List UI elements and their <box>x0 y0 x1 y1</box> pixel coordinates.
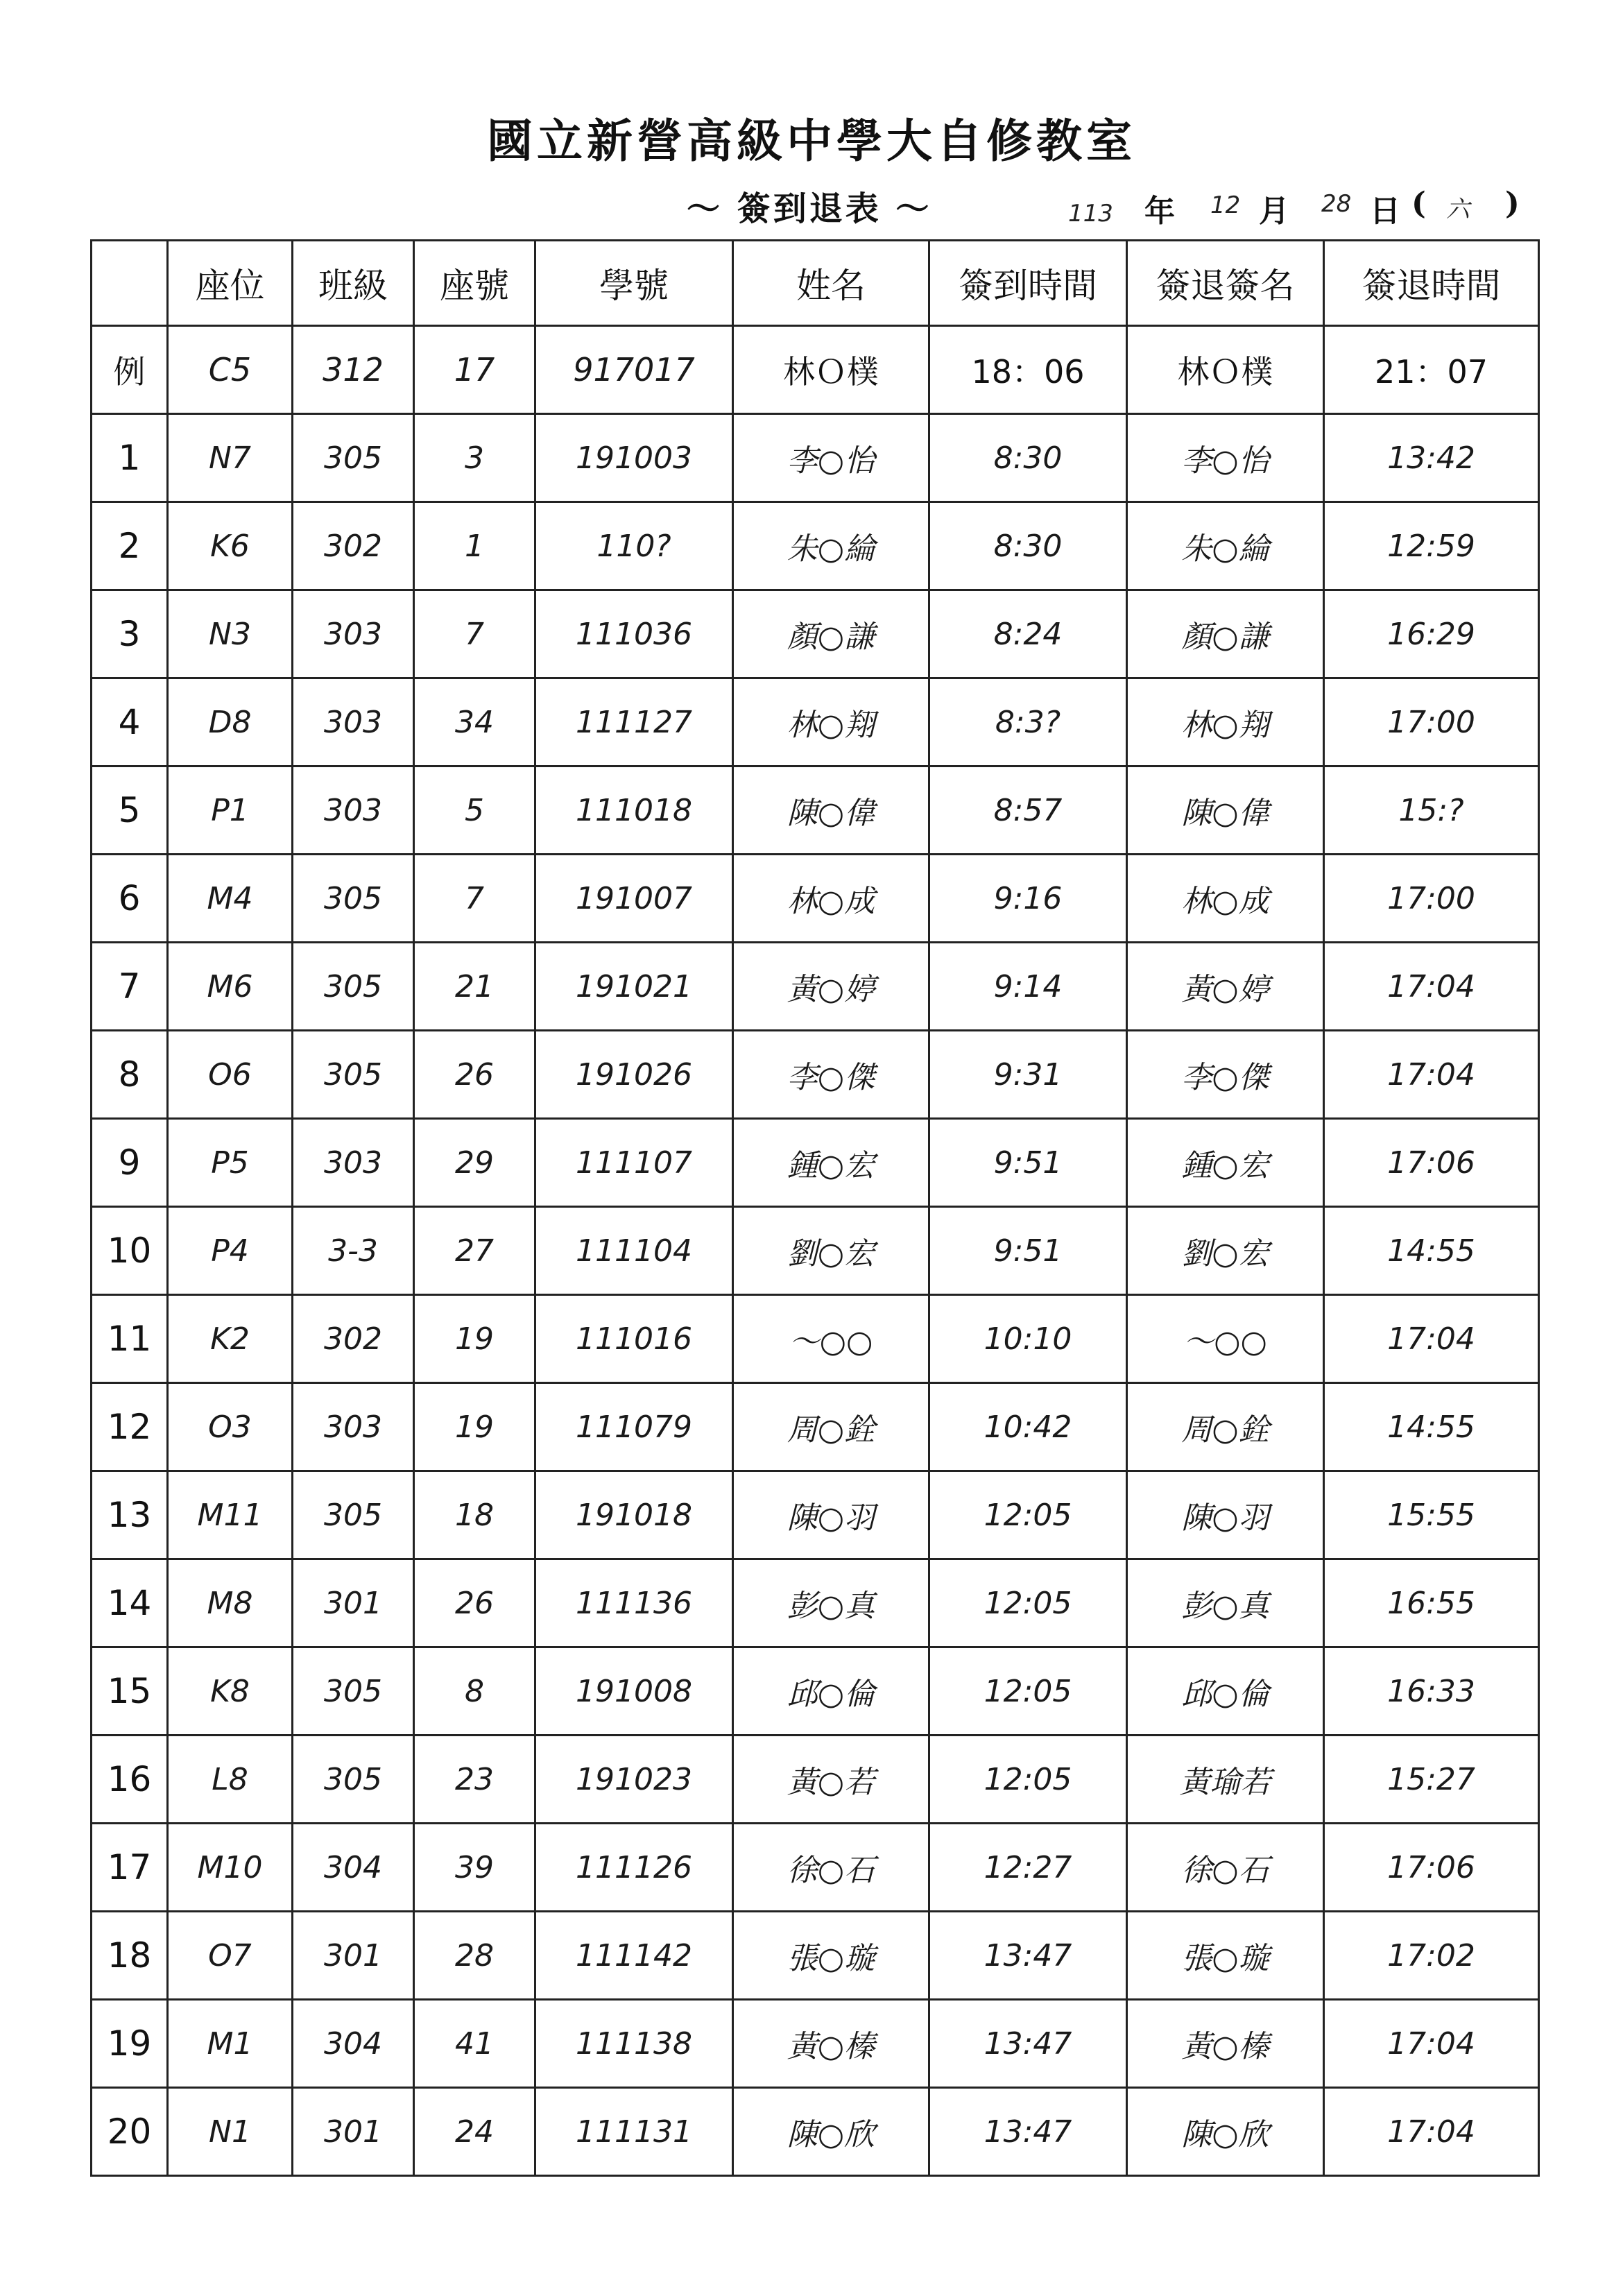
checkout-cell: 17:02 <box>1324 1912 1539 2000</box>
checkout-sign-cell: 林○成 <box>1127 855 1324 943</box>
checkin-cell: 9:14 <box>929 943 1127 1031</box>
class-cell: 301 <box>293 2088 414 2176</box>
number-cell: 23 <box>414 1736 535 1824</box>
seat-cell: M11 <box>168 1471 293 1559</box>
number-cell: 34 <box>414 678 535 766</box>
row-number: 10 <box>92 1207 168 1295</box>
checkout-cell: 16:55 <box>1324 1559 1539 1647</box>
seat-cell: M1 <box>168 2000 293 2088</box>
checkout-cell: 17:04 <box>1324 2088 1539 2176</box>
number-cell: 27 <box>414 1207 535 1295</box>
name-cell: 陳○欣 <box>733 2088 929 2176</box>
row-number: 13 <box>92 1471 168 1559</box>
number-cell: 19 <box>414 1383 535 1471</box>
class-cell: 302 <box>293 502 414 590</box>
class-cell: 303 <box>293 590 414 678</box>
checkin-cell: 8:30 <box>929 414 1127 502</box>
name-cell: 張○璇 <box>733 1912 929 2000</box>
table-row <box>92 1383 1539 1471</box>
class-cell: 305 <box>293 1031 414 1119</box>
checkout-cell: 17:04 <box>1324 1295 1539 1383</box>
example-name: 林Ｏ樸 <box>733 326 929 414</box>
number-cell: 18 <box>414 1471 535 1559</box>
student-id-cell: 111079 <box>535 1383 733 1471</box>
checkin-cell: 9:51 <box>929 1119 1127 1207</box>
date-day-label: 日 <box>1370 194 1400 229</box>
row-number: 3 <box>92 590 168 678</box>
name-cell: 林○翔 <box>733 678 929 766</box>
name-cell: 劉○宏 <box>733 1207 929 1295</box>
col-header-number: 座號 <box>414 241 535 326</box>
checkin-cell: 8:30 <box>929 502 1127 590</box>
date-weekday: 六 <box>1446 196 1470 223</box>
checkin-cell: 12:05 <box>929 1736 1127 1824</box>
row-number: 9 <box>92 1119 168 1207</box>
student-id-cell: 111018 <box>535 766 733 855</box>
name-cell: 黃○榛 <box>733 2000 929 2088</box>
seat-cell: O6 <box>168 1031 293 1119</box>
table-row <box>92 766 1539 855</box>
date-year-label: 年 <box>1144 194 1175 229</box>
class-cell: 305 <box>293 1471 414 1559</box>
student-id-cell: 191023 <box>535 1736 733 1824</box>
seat-cell: M8 <box>168 1559 293 1647</box>
name-cell: 陳○羽 <box>733 1471 929 1559</box>
seat-cell: O7 <box>168 1912 293 2000</box>
checkin-cell: 10:10 <box>929 1295 1127 1383</box>
seat-cell: P1 <box>168 766 293 855</box>
student-id-cell: 110? <box>535 502 733 590</box>
checkin-cell: 8:24 <box>929 590 1127 678</box>
checkout-sign-cell: 周○銓 <box>1127 1383 1324 1471</box>
checkout-cell: 17:04 <box>1324 943 1539 1031</box>
seat-cell: N1 <box>168 2088 293 2176</box>
class-cell: 304 <box>293 2000 414 2088</box>
example-label: 例 <box>92 326 168 414</box>
checkout-cell: 14:55 <box>1324 1383 1539 1471</box>
checkin-cell: 12:05 <box>929 1471 1127 1559</box>
row-number: 20 <box>92 2088 168 2176</box>
class-cell: 305 <box>293 855 414 943</box>
student-id-cell: 111136 <box>535 1559 733 1647</box>
sign-in-table <box>90 239 1540 2177</box>
row-number: 8 <box>92 1031 168 1119</box>
number-cell: 39 <box>414 1824 535 1912</box>
student-id-cell: 191003 <box>535 414 733 502</box>
seat-cell: O3 <box>168 1383 293 1471</box>
checkout-sign-cell: 黃○榛 <box>1127 2000 1324 2088</box>
name-cell: 朱○綸 <box>733 502 929 590</box>
checkout-cell: 15:? <box>1324 766 1539 855</box>
number-cell: 7 <box>414 855 535 943</box>
class-cell: 303 <box>293 1119 414 1207</box>
number-cell: 19 <box>414 1295 535 1383</box>
table-row <box>92 1207 1539 1295</box>
row-number: 2 <box>92 502 168 590</box>
col-header-checkout: 簽退時間 <box>1324 241 1539 326</box>
row-number: 18 <box>92 1912 168 2000</box>
checkout-sign-cell: 張○璇 <box>1127 1912 1324 2000</box>
date-month: 12 <box>1210 191 1241 219</box>
class-cell: 302 <box>293 1295 414 1383</box>
table-row <box>92 678 1539 766</box>
row-number: 11 <box>92 1295 168 1383</box>
example-student-id: 917017 <box>535 326 733 414</box>
col-header-index <box>92 241 168 326</box>
class-cell: 3-3 <box>293 1207 414 1295</box>
seat-cell: M10 <box>168 1824 293 1912</box>
example-seat: C5 <box>168 326 293 414</box>
table-row <box>92 1736 1539 1824</box>
class-cell: 305 <box>293 1647 414 1736</box>
checkin-cell: 12:27 <box>929 1824 1127 1912</box>
class-cell: 303 <box>293 1383 414 1471</box>
seat-cell: K2 <box>168 1295 293 1383</box>
checkout-sign-cell: 彭○真 <box>1127 1559 1324 1647</box>
checkout-cell: 17:00 <box>1324 678 1539 766</box>
number-cell: 3 <box>414 414 535 502</box>
name-cell: 鍾○宏 <box>733 1119 929 1207</box>
row-number: 12 <box>92 1383 168 1471</box>
class-cell: 305 <box>293 414 414 502</box>
class-cell: 305 <box>293 943 414 1031</box>
seat-cell: K6 <box>168 502 293 590</box>
student-id-cell: 111138 <box>535 2000 733 2088</box>
checkout-cell: 15:27 <box>1324 1736 1539 1824</box>
col-header-checkin: 簽到時間 <box>929 241 1127 326</box>
checkout-cell: 14:55 <box>1324 1207 1539 1295</box>
date-day: 28 <box>1321 190 1352 218</box>
name-cell: 李○傑 <box>733 1031 929 1119</box>
number-cell: 41 <box>414 2000 535 2088</box>
row-number: 19 <box>92 2000 168 2088</box>
table-row <box>92 1295 1539 1383</box>
row-number: 14 <box>92 1559 168 1647</box>
student-id-cell: 191008 <box>535 1647 733 1736</box>
col-header-student-id: 學號 <box>535 241 733 326</box>
student-id-cell: 111104 <box>535 1207 733 1295</box>
table-row <box>92 855 1539 943</box>
checkout-sign-cell: 鍾○宏 <box>1127 1119 1324 1207</box>
name-cell: 陳○偉 <box>733 766 929 855</box>
date-weekday-close: ) <box>1505 186 1520 221</box>
number-cell: 26 <box>414 1031 535 1119</box>
checkout-sign-cell: 徐○石 <box>1127 1824 1324 1912</box>
seat-cell: P4 <box>168 1207 293 1295</box>
example-class: 312 <box>293 326 414 414</box>
checkout-sign-cell: 陳○偉 <box>1127 766 1324 855</box>
row-number: 5 <box>92 766 168 855</box>
checkout-sign-cell: 李○怡 <box>1127 414 1324 502</box>
student-id-cell: 191018 <box>535 1471 733 1559</box>
student-id-cell: 191021 <box>535 943 733 1031</box>
student-id-cell: 111036 <box>535 590 733 678</box>
seat-cell: M6 <box>168 943 293 1031</box>
row-number: 17 <box>92 1824 168 1912</box>
checkout-sign-cell: 陳○羽 <box>1127 1471 1324 1559</box>
student-id-cell: 191007 <box>535 855 733 943</box>
number-cell: 26 <box>414 1559 535 1647</box>
class-cell: 305 <box>293 1736 414 1824</box>
checkout-cell: 16:33 <box>1324 1647 1539 1736</box>
seat-cell: N7 <box>168 414 293 502</box>
student-id-cell: 111131 <box>535 2088 733 2176</box>
name-cell: 徐○石 <box>733 1824 929 1912</box>
number-cell: 8 <box>414 1647 535 1736</box>
table-row <box>92 1912 1539 2000</box>
checkin-cell: 12:05 <box>929 1647 1127 1736</box>
name-cell: 黃○婷 <box>733 943 929 1031</box>
seat-cell: P5 <box>168 1119 293 1207</box>
checkout-sign-cell: 邱○倫 <box>1127 1647 1324 1736</box>
class-cell: 301 <box>293 1559 414 1647</box>
seat-cell: M4 <box>168 855 293 943</box>
col-header-checkout-sign: 簽退簽名 <box>1127 241 1324 326</box>
number-cell: 28 <box>414 1912 535 2000</box>
seat-cell: L8 <box>168 1736 293 1824</box>
example-number: 17 <box>414 326 535 414</box>
table-row <box>92 2088 1539 2176</box>
checkout-cell: 17:04 <box>1324 1031 1539 1119</box>
date-year: 113 <box>1068 200 1113 228</box>
checkout-cell: 17:06 <box>1324 1119 1539 1207</box>
table-row <box>92 943 1539 1031</box>
class-cell: 303 <box>293 678 414 766</box>
class-cell: 304 <box>293 1824 414 1912</box>
seat-cell: N3 <box>168 590 293 678</box>
student-id-cell: 111142 <box>535 1912 733 2000</box>
checkout-cell: 17:00 <box>1324 855 1539 943</box>
checkin-cell: 12:05 <box>929 1559 1127 1647</box>
form-subtitle: ～ 簽到退表 ～ <box>687 189 932 228</box>
name-cell: 顏○謙 <box>733 590 929 678</box>
checkout-cell: 16:29 <box>1324 590 1539 678</box>
checkout-cell: 13:42 <box>1324 414 1539 502</box>
row-number: 6 <box>92 855 168 943</box>
table-row <box>92 502 1539 590</box>
checkout-sign-cell: 劉○宏 <box>1127 1207 1324 1295</box>
seat-cell: K8 <box>168 1647 293 1736</box>
col-header-name: 姓名 <box>733 241 929 326</box>
seat-cell: D8 <box>168 678 293 766</box>
name-cell: 邱○倫 <box>733 1647 929 1736</box>
class-cell: 301 <box>293 1912 414 2000</box>
table-row <box>92 414 1539 502</box>
example-checkin: 18：06 <box>929 326 1127 414</box>
table-row <box>92 2000 1539 2088</box>
checkout-sign-cell: 顏○謙 <box>1127 590 1324 678</box>
class-cell: 303 <box>293 766 414 855</box>
table-row <box>92 1031 1539 1119</box>
date-line <box>1068 186 1554 234</box>
row-number: 4 <box>92 678 168 766</box>
name-cell: 彭○真 <box>733 1559 929 1647</box>
checkin-cell: 13:47 <box>929 2088 1127 2176</box>
checkout-sign-cell: 李○傑 <box>1127 1031 1324 1119</box>
form-title: 國立新營高級中學大自修教室 <box>487 114 1136 168</box>
table-row <box>92 590 1539 678</box>
number-cell: 7 <box>414 590 535 678</box>
checkin-cell: 8:57 <box>929 766 1127 855</box>
student-id-cell: 191026 <box>535 1031 733 1119</box>
example-row <box>92 326 1539 414</box>
checkin-cell: 13:47 <box>929 1912 1127 2000</box>
checkout-sign-cell: ～○○ <box>1127 1295 1324 1383</box>
checkin-cell: 9:51 <box>929 1207 1127 1295</box>
row-number: 1 <box>92 414 168 502</box>
col-header-class: 班級 <box>293 241 414 326</box>
checkout-sign-cell: 朱○綸 <box>1127 502 1324 590</box>
checkin-cell: 8:3? <box>929 678 1127 766</box>
date-month-label: 月 <box>1259 194 1289 229</box>
table-row <box>92 1824 1539 1912</box>
example-checkout: 21：07 <box>1324 326 1539 414</box>
checkout-cell: 17:04 <box>1324 2000 1539 2088</box>
table-row <box>92 1559 1539 1647</box>
checkout-sign-cell: 黃瑜若 <box>1127 1736 1324 1824</box>
checkout-sign-cell: 黃○婷 <box>1127 943 1324 1031</box>
checkin-cell: 9:31 <box>929 1031 1127 1119</box>
student-id-cell: 111107 <box>535 1119 733 1207</box>
example-checkout-sign: 林Ｏ樸 <box>1127 326 1324 414</box>
checkout-sign-cell: 陳○欣 <box>1127 2088 1324 2176</box>
checkout-cell: 17:06 <box>1324 1824 1539 1912</box>
checkin-cell: 13:47 <box>929 2000 1127 2088</box>
number-cell: 1 <box>414 502 535 590</box>
header-row <box>92 241 1539 326</box>
row-number: 7 <box>92 943 168 1031</box>
name-cell: 林○成 <box>733 855 929 943</box>
row-number: 15 <box>92 1647 168 1736</box>
checkout-sign-cell: 林○翔 <box>1127 678 1324 766</box>
checkout-cell: 15:55 <box>1324 1471 1539 1559</box>
checkout-cell: 12:59 <box>1324 502 1539 590</box>
name-cell: 黃○若 <box>733 1736 929 1824</box>
number-cell: 5 <box>414 766 535 855</box>
checkin-cell: 10:42 <box>929 1383 1127 1471</box>
name-cell: 周○銓 <box>733 1383 929 1471</box>
student-id-cell: 111126 <box>535 1824 733 1912</box>
col-header-seat: 座位 <box>168 241 293 326</box>
date-weekday-open: ( <box>1411 186 1426 221</box>
student-id-cell: 111016 <box>535 1295 733 1383</box>
student-id-cell: 111127 <box>535 678 733 766</box>
name-cell: 李○怡 <box>733 414 929 502</box>
table-row <box>92 1119 1539 1207</box>
number-cell: 21 <box>414 943 535 1031</box>
row-number: 16 <box>92 1736 168 1824</box>
table-row <box>92 1647 1539 1736</box>
number-cell: 29 <box>414 1119 535 1207</box>
number-cell: 24 <box>414 2088 535 2176</box>
checkin-cell: 9:16 <box>929 855 1127 943</box>
table-row <box>92 1471 1539 1559</box>
name-cell: ～○○ <box>733 1295 929 1383</box>
